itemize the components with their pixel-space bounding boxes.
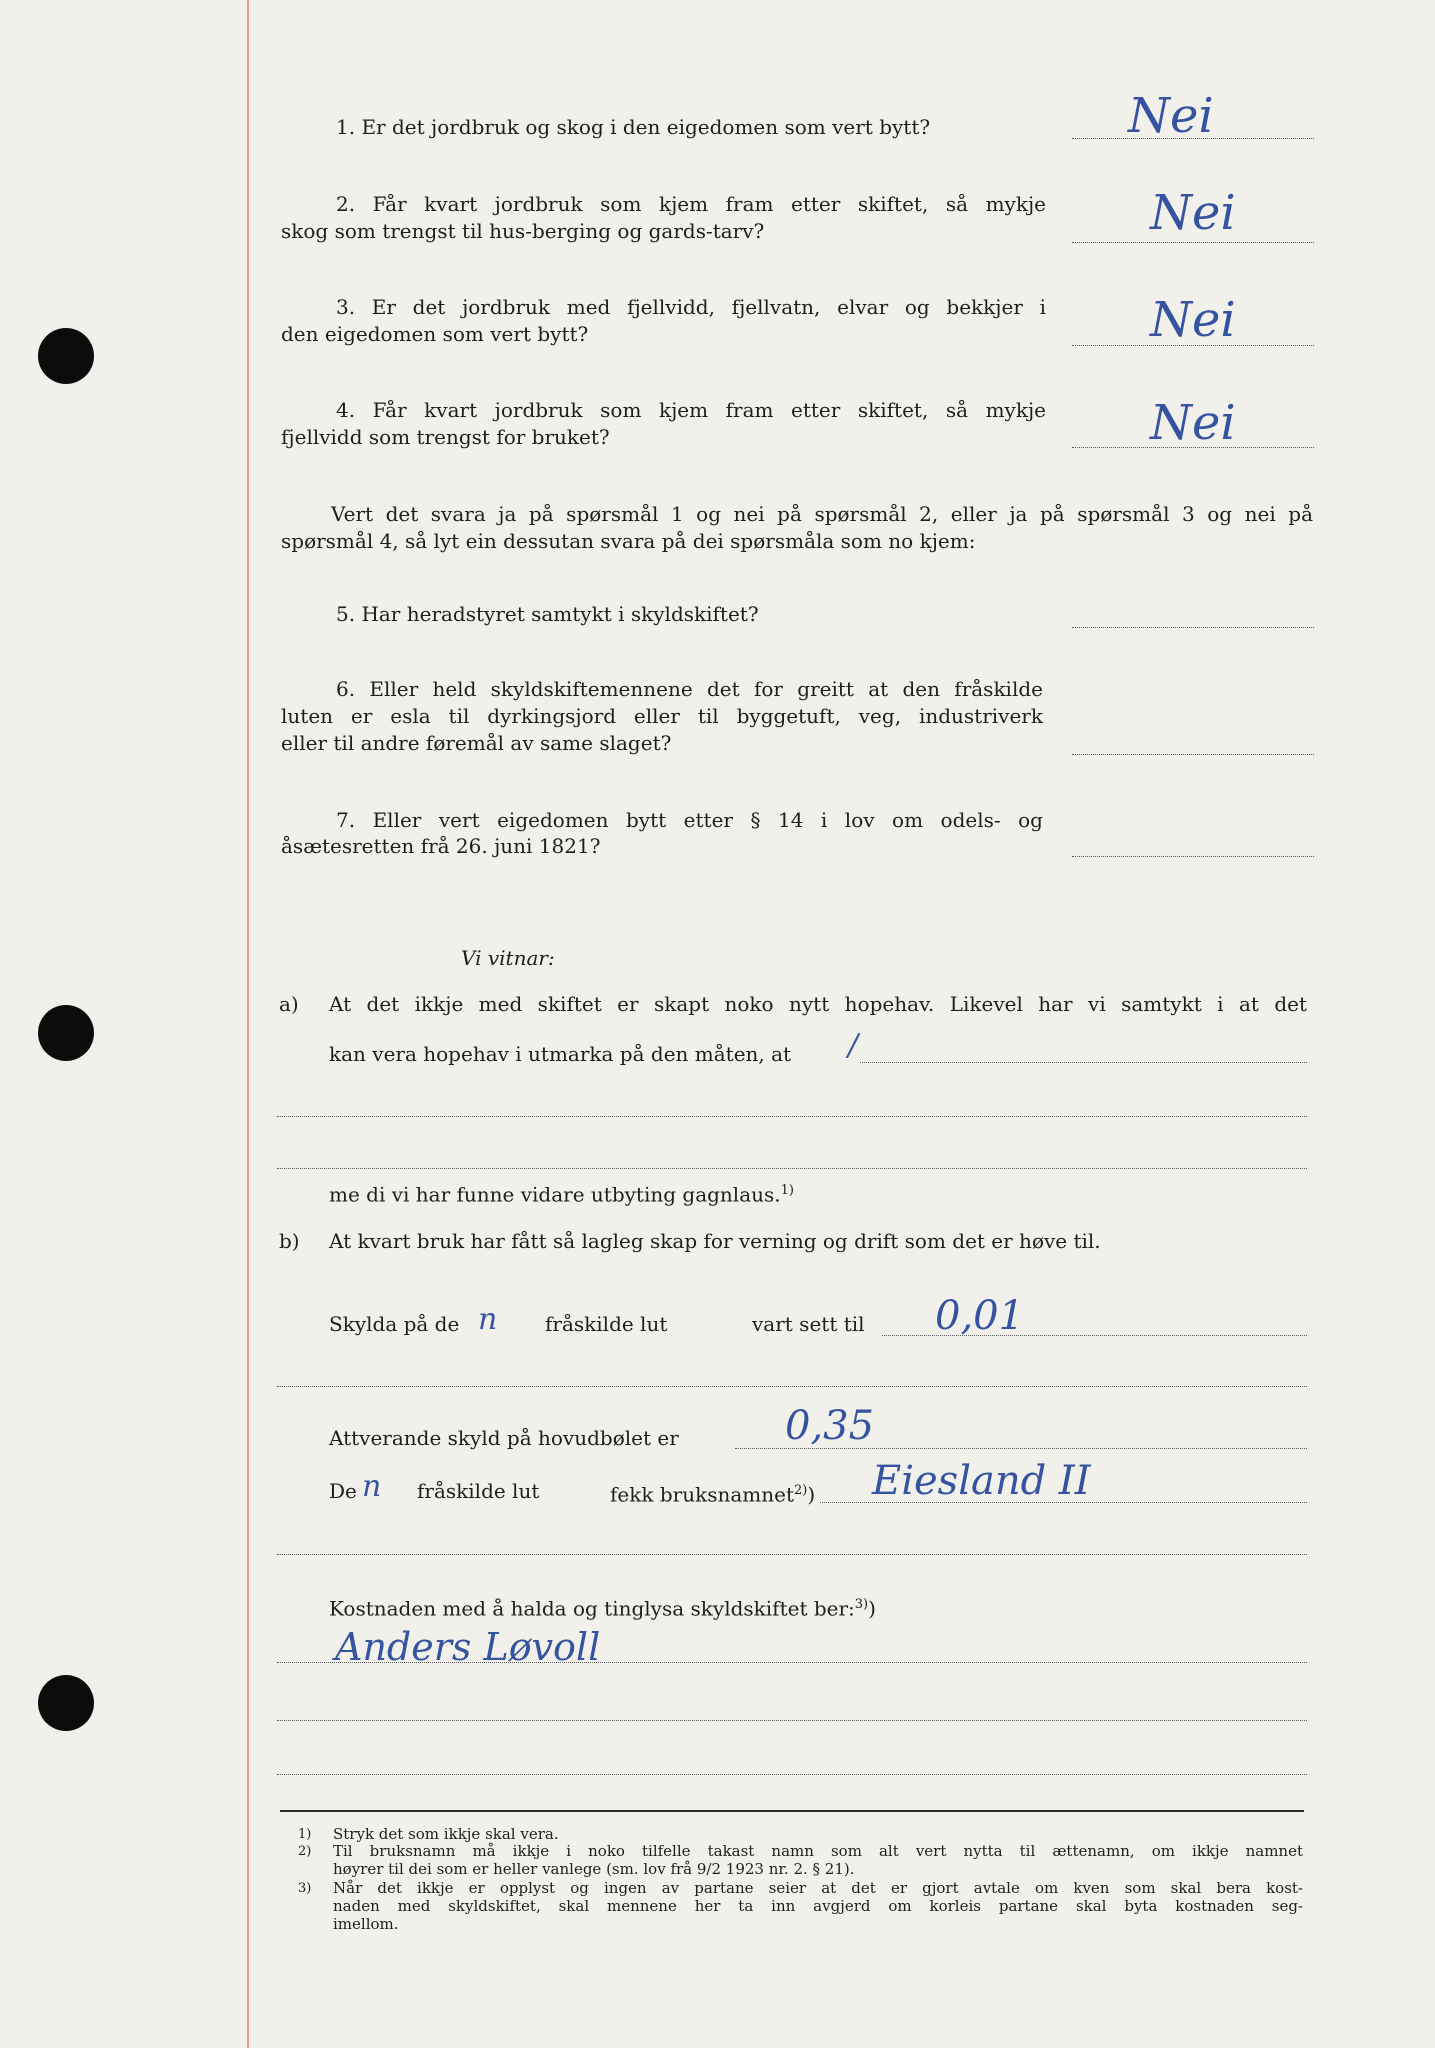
footnote-1-line-1: Stryk det som ikkje skal vera.	[333, 1825, 559, 1843]
kostnad-value: Anders Løvoll	[335, 1625, 601, 1669]
answer-line	[1072, 754, 1314, 755]
punch-hole	[38, 1005, 94, 1061]
skyld-prefix: Skylda på de	[329, 1312, 460, 1336]
skyld-handwritten-suffix: n	[478, 1302, 498, 1337]
punch-hole	[38, 1675, 94, 1731]
question-7-line-1: 7. Eller vert eigedomen bytt etter § 14 i lov om odels- og	[336, 808, 1043, 832]
witness-a-line-2: kan vera hopehav i utmarka på den måten, at	[329, 1042, 792, 1066]
question-2-line-2: skog som trengst til hus-berging og gards-tarv?	[281, 219, 765, 243]
fill-line	[277, 1386, 1307, 1387]
fill-line	[277, 1168, 1307, 1169]
skyld-middle: fråskilde lut	[545, 1312, 668, 1336]
question-1-text: 1. Er det jordbruk og skog i den eigedomen som vert bytt?	[336, 115, 931, 139]
question-5-text: 5. Har heradstyret samtykt i skyldskiftet?	[336, 602, 759, 626]
footnote-3-line-2: naden med skyldskiftet, skal mennene her ta inn avgjerd om korleis partane skal byta kostnaden seg-	[333, 1897, 1303, 1915]
footnote-1-mark: 1)	[298, 1827, 312, 1842]
answer-3: Nei	[1150, 292, 1236, 348]
kostnad-label: Kostnaden med å halda og tinglysa skyldskiftet ber:$^{3)}$)	[329, 1596, 876, 1621]
answer-1: Nei	[1128, 88, 1214, 144]
margin-line	[247, 0, 249, 2048]
fill-line	[277, 1662, 1307, 1663]
answer-line	[1072, 627, 1314, 628]
fill-line	[277, 1554, 1307, 1555]
attverande-label: Attverande skyld på hovudbølet er	[329, 1426, 679, 1450]
fill-line	[860, 1062, 1307, 1063]
witness-a-end: me di vi har funne vidare utbyting gagnlaus.$^{1)}$	[329, 1182, 794, 1207]
attverande-value: 0,35	[785, 1403, 875, 1449]
question-6-line-2: luten er esla til dyrkingsjord eller til byggetuft, veg, industriverk	[281, 704, 1043, 728]
question-6-line-3: eller til andre føremål av same slaget?	[281, 731, 672, 755]
witness-a-line-1: At det ikkje med skiftet er skapt noko nytt hopehav. Likevel har vi samtykt i at det	[329, 992, 1307, 1016]
footnote-2-mark: 2)	[298, 1844, 312, 1859]
answer-line	[1072, 856, 1314, 857]
witness-b-label: b)	[279, 1229, 300, 1253]
question-6-line-1: 6. Eller held skyldskiftemennene det for greitt at den fråskilde	[336, 677, 1043, 701]
question-2-line-1: 2. Får kvart jordbruk som kjem fram etter skiftet, så mykje	[336, 192, 1046, 216]
question-4-line-2: fjellvidd som trengst for bruket?	[281, 425, 610, 449]
punch-hole	[38, 328, 94, 384]
bruksnamn-label: fekk bruksnamnet$^{2)}$)	[610, 1482, 816, 1507]
answer-4: Nei	[1150, 395, 1236, 451]
question-7-line-2: åsætesretten frå 26. juni 1821?	[281, 834, 601, 858]
intro-line-2: spørsmål 4, så lyt ein dessutan svara på dei spørsmåla som no kjem:	[281, 529, 976, 553]
question-3-line-1: 3. Er det jordbruk med fjellvidd, fjellvatn, elvar og bekkjer i	[336, 295, 1046, 319]
footnote-2-line-2: høyrer til dei som er heller vanlege (sm. lov frå 9/2 1923 nr. 2. § 21).	[333, 1860, 855, 1878]
footnote-3-line-3: imellom.	[333, 1915, 399, 1933]
footnote-2-line-1: Til bruksnamn må ikkje i noko tilfelle takast namn som alt vert nytta til ættenamn, om ikkje namnet	[333, 1842, 1303, 1860]
intro-line-1: Vert det svara ja på spørsmål 1 og nei på spørsmål 2, eller ja på spørsmål 3 og nei på	[331, 502, 1313, 526]
bruksnamn-value: Eiesland II	[872, 1458, 1091, 1504]
answer-line	[1072, 242, 1314, 243]
skyld-value: 0,01	[935, 1293, 1025, 1339]
question-4-line-1: 4. Får kvart jordbruk som kjem fram etter skiftet, så mykje	[336, 398, 1046, 422]
question-3-line-2: den eigedomen som vert bytt?	[281, 322, 589, 346]
footnote-3-line-1: Når det ikkje er opplyst og ingen av partane seier at det er gjort avtale om kven som skal bera kost-	[333, 1879, 1303, 1897]
fill-line	[277, 1774, 1307, 1775]
footnote-3-mark: 3)	[298, 1881, 312, 1896]
footnote-rule	[280, 1810, 1304, 1812]
fill-line	[277, 1720, 1307, 1721]
answer-2: Nei	[1150, 185, 1236, 241]
bruksnamn-handwritten-suffix: n	[362, 1469, 382, 1504]
witness-heading: Vi vitnar:	[461, 946, 555, 970]
bruksnamn-middle: fråskilde lut	[417, 1479, 540, 1503]
fill-line	[277, 1116, 1307, 1117]
strike-mark: /	[848, 1028, 859, 1063]
bruksnamn-prefix: De	[329, 1479, 357, 1503]
witness-b-line: At kvart bruk har fått så lagleg skap for verning og drift som det er høve til.	[329, 1229, 1101, 1253]
skyld-vart: vart sett til	[752, 1312, 865, 1336]
witness-a-label: a)	[279, 992, 299, 1016]
